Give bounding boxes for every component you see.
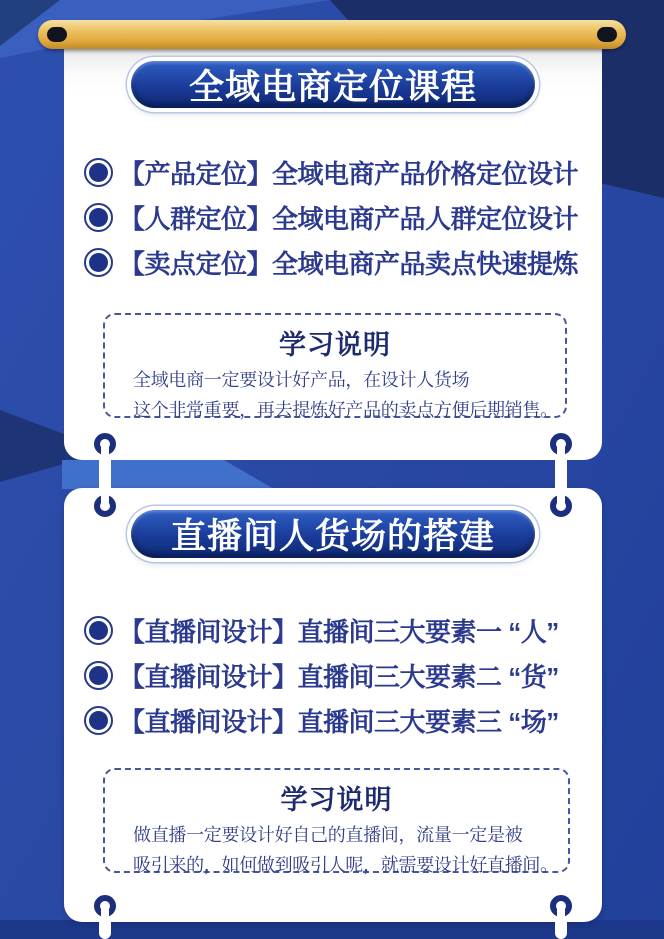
study-note-title: 学习说明 — [279, 330, 391, 360]
section-title-pill — [131, 510, 535, 558]
study-note-title: 学习说明 — [280, 785, 393, 815]
section-title: 全域电商定位课程 — [188, 67, 477, 107]
bullet-row — [84, 195, 592, 240]
bullet-text: 【产品定位】全域电商产品价格定位设计 — [119, 159, 579, 189]
binder-ring-icon — [550, 495, 572, 517]
bullet-row — [84, 653, 592, 698]
bullet-circle-icon — [84, 248, 113, 277]
scroll-rod-endcap-left — [47, 27, 67, 42]
bullet-row — [84, 150, 592, 195]
bullet-text: 【直播间设计】直播间三大要素三 “场” — [119, 707, 559, 737]
study-note-line: 全域电商一定要设计好产品，在设计人货场 — [133, 370, 470, 390]
bullet-text: 【直播间设计】直播间三大要素一 “人” — [119, 617, 559, 647]
study-note-line: 这个非常重要，再去提炼好产品的卖点方便后期销售。 — [133, 400, 558, 420]
bullet-text: 【人群定位】全域电商产品人群定位设计 — [119, 204, 579, 234]
section-card-positioning-course — [64, 40, 602, 460]
bullet-list — [84, 150, 592, 285]
study-note-body — [133, 820, 558, 880]
bullet-text: 【卖点定位】全域电商产品卖点快速提炼 — [119, 249, 579, 279]
scroll-rod-endcap-right — [597, 27, 617, 42]
bullet-circle-icon — [84, 203, 113, 232]
binder-ring-icon — [550, 895, 572, 917]
study-note-body — [133, 365, 558, 425]
section-title-pill — [131, 61, 535, 108]
study-note-box — [103, 313, 567, 418]
section-title: 直播间人货场的搭建 — [170, 517, 495, 556]
binder-ring-icon — [94, 495, 116, 517]
study-note-line: 吸引来的，如何做到吸引人呢，就需要设计好直播间。 — [133, 855, 558, 875]
section-card-livestream-setup — [64, 488, 602, 922]
binder-ring-icon — [550, 433, 572, 455]
study-note-line: 做直播一定要设计好自己的直播间，流量一定是被 — [133, 825, 523, 845]
study-note-box — [103, 768, 570, 873]
bullet-circle-icon — [84, 158, 113, 187]
bullet-row — [84, 240, 592, 285]
bullet-list — [84, 608, 592, 743]
bullet-row — [84, 698, 592, 743]
bullet-circle-icon — [84, 706, 113, 735]
bullet-row — [84, 608, 592, 653]
binder-ring-icon — [94, 433, 116, 455]
binder-ring-icon — [94, 895, 116, 917]
bullet-circle-icon — [84, 661, 113, 690]
bullet-text: 【直播间设计】直播间三大要素二 “货” — [119, 662, 559, 692]
bullet-circle-icon — [84, 616, 113, 645]
scroll-rod — [38, 20, 626, 49]
